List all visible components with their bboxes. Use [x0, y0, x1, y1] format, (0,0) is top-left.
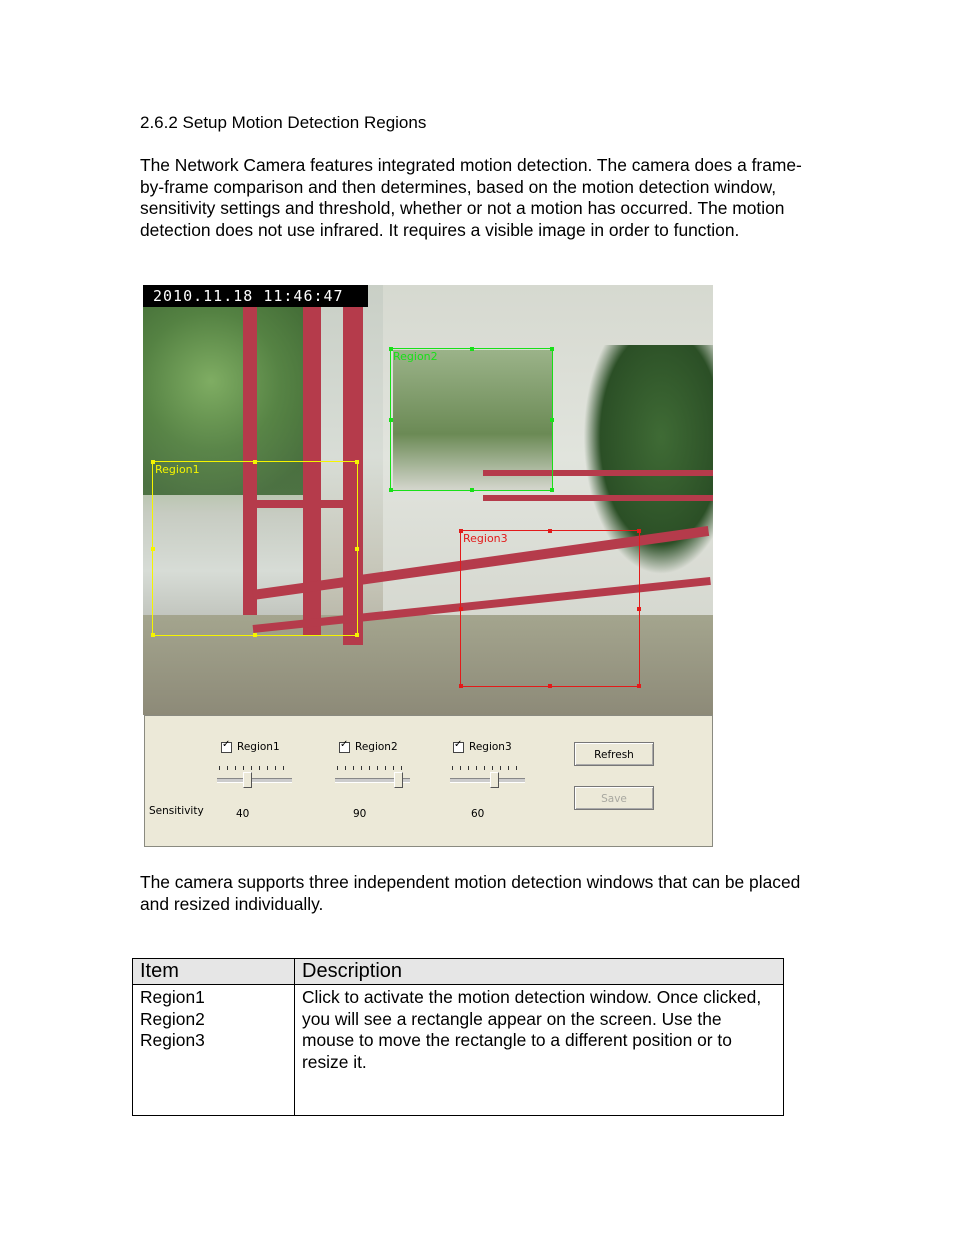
slider-thumb[interactable]: [490, 772, 499, 788]
region3-checkbox[interactable]: [453, 741, 512, 753]
sensitivity-label: Sensitivity: [149, 805, 204, 817]
region2-box[interactable]: [390, 348, 553, 491]
resize-handle[interactable]: [253, 633, 257, 637]
table-row: [133, 985, 784, 1116]
refresh-button[interactable]: Refresh: [574, 742, 654, 766]
resize-handle[interactable]: [459, 684, 463, 688]
checkbox-checked-icon[interactable]: [339, 742, 350, 753]
resize-handle[interactable]: [548, 684, 552, 688]
resize-handle[interactable]: [151, 460, 155, 464]
region3-box[interactable]: [460, 530, 640, 687]
slider-track[interactable]: [217, 778, 292, 783]
resize-handle[interactable]: [550, 418, 554, 422]
table-header-item: Item: [133, 959, 295, 985]
camera-view[interactable]: [143, 285, 713, 715]
table-item: Region3: [140, 1030, 205, 1050]
slider-ticks: [452, 766, 523, 770]
region2-sensitivity-value: 90: [353, 808, 367, 820]
resize-handle[interactable]: [470, 347, 474, 351]
region1-box[interactable]: [152, 461, 358, 636]
table-cell-items: [133, 985, 295, 1116]
resize-handle[interactable]: [459, 529, 463, 533]
region1-checkbox[interactable]: [221, 741, 280, 753]
slider-track[interactable]: [450, 778, 525, 783]
table-item: Region2: [140, 1008, 205, 1029]
table-header-row: [133, 959, 784, 985]
intro-paragraph: The Network Camera features integrated motion detection. The camera does a frame-by-frame comparison and then determines, based on the motion detection window, sensitivity settings and threshold, whether or not a motion has occurred. The motion detection does not use infrared. It requires a visible image in order to function.: [140, 155, 802, 240]
resize-handle[interactable]: [550, 488, 554, 492]
resize-handle[interactable]: [459, 607, 463, 611]
resize-handle[interactable]: [637, 529, 641, 533]
resize-handle[interactable]: [389, 488, 393, 492]
section-title: 2.6.2 Setup Motion Detection Regions: [140, 113, 427, 132]
region3-checkbox-label: Region3: [469, 741, 512, 753]
resize-handle[interactable]: [637, 684, 641, 688]
items-table: [132, 958, 784, 1116]
resize-handle[interactable]: [637, 607, 641, 611]
motion-control-panel: [144, 715, 713, 847]
checkbox-checked-icon[interactable]: [221, 742, 232, 753]
slider-thumb[interactable]: [394, 772, 403, 788]
region1-sensitivity-slider[interactable]: [217, 766, 292, 792]
resize-handle[interactable]: [151, 633, 155, 637]
save-button[interactable]: Save: [574, 786, 654, 810]
region1-sensitivity-value: 40: [236, 808, 250, 820]
railing: [483, 495, 713, 501]
resize-handle[interactable]: [355, 633, 359, 637]
table-header-description: Description: [295, 959, 784, 985]
slider-thumb[interactable]: [243, 772, 252, 788]
region3-label: Region3: [463, 532, 508, 545]
region3-sensitivity-value: 60: [471, 808, 485, 820]
slider-ticks: [219, 766, 290, 770]
checkbox-checked-icon[interactable]: [453, 742, 464, 753]
region2-checkbox[interactable]: [339, 741, 398, 753]
resize-handle[interactable]: [389, 347, 393, 351]
resize-handle[interactable]: [355, 547, 359, 551]
resize-handle[interactable]: [548, 529, 552, 533]
outro-paragraph: The camera supports three independent motion detection windows that can be placed and resized individually.: [140, 872, 801, 914]
table-cell-description: Click to activate the motion detection window. Once clicked, you will see a rectangle appear on the screen. Use the mouse to move the rectangle to a different position or to resize it.: [295, 985, 784, 1116]
region2-label: Region2: [393, 350, 438, 363]
resize-handle[interactable]: [355, 460, 359, 464]
resize-handle[interactable]: [470, 488, 474, 492]
table-item: Region1: [140, 987, 205, 1007]
resize-handle[interactable]: [550, 347, 554, 351]
resize-handle[interactable]: [389, 418, 393, 422]
slider-ticks: [337, 766, 408, 770]
region3-sensitivity-slider[interactable]: [450, 766, 525, 792]
region1-checkbox-label: Region1: [237, 741, 280, 753]
region1-label: Region1: [155, 463, 200, 476]
region2-sensitivity-slider[interactable]: [335, 766, 410, 792]
resize-handle[interactable]: [151, 547, 155, 551]
region2-checkbox-label: Region2: [355, 741, 398, 753]
resize-handle[interactable]: [253, 460, 257, 464]
timestamp-overlay: 2010.11.18 11:46:47: [143, 285, 368, 307]
